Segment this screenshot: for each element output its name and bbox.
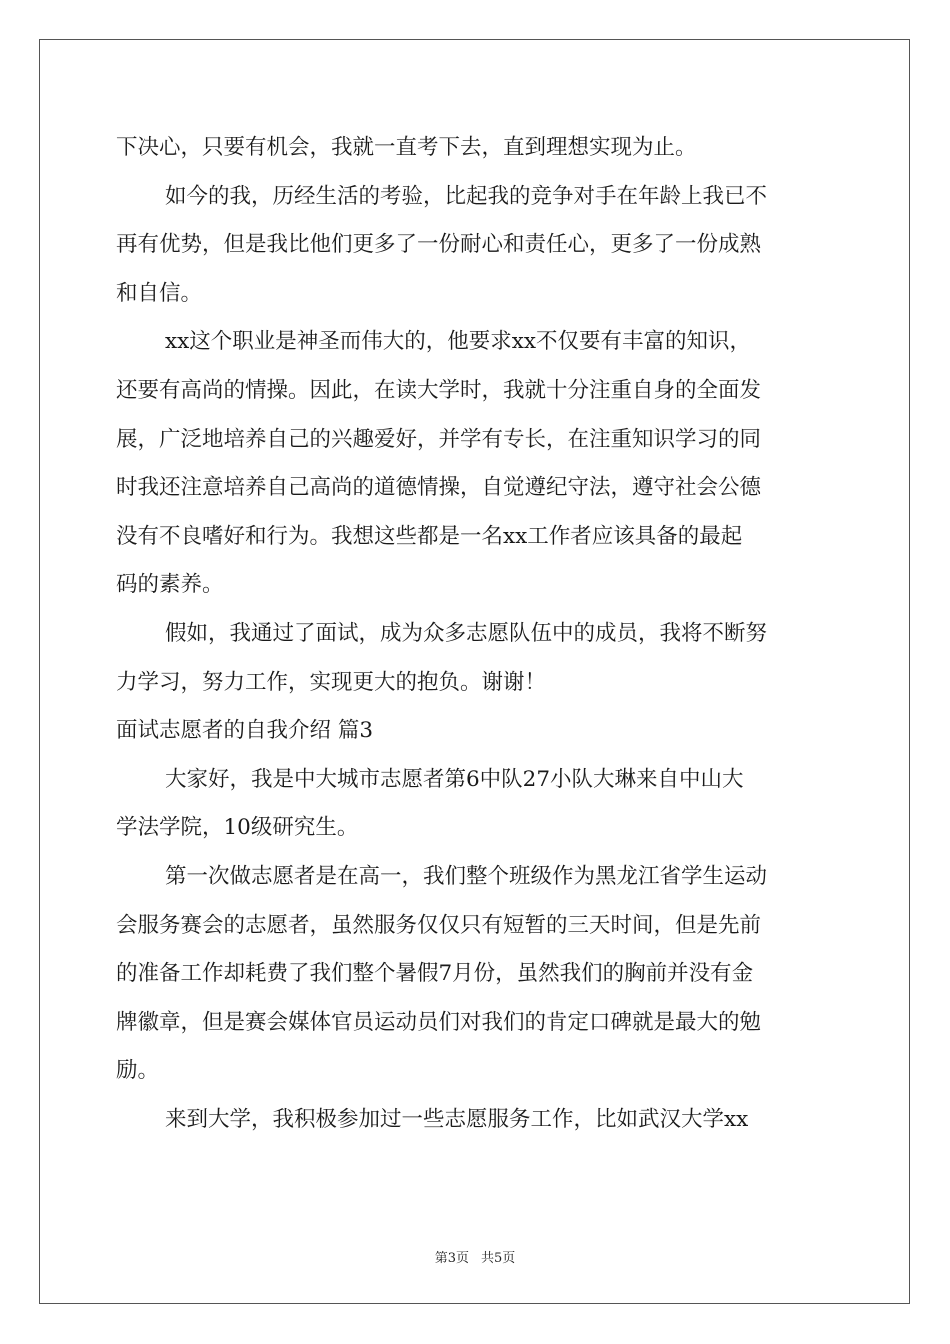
text-line: 还要有高尚的情操。因此，在读大学时，我就十分注重自身的全面发	[116, 377, 762, 403]
text-line: 没有不良嗜好和行为。我想这些都是一名xx工作者应该具备的最起	[116, 523, 743, 549]
text-line: 来到大学，我积极参加过一些志愿服务工作，比如武汉大学xx	[165, 1106, 749, 1132]
text-line: 下决心，只要有机会，我就一直考下去，直到理想实现为止。	[116, 135, 697, 160]
page-number-current: 第3页	[434, 1251, 469, 1266]
text-line: 假如，我通过了面试，成为众多志愿队伍中的成员，我将不断努	[165, 620, 768, 646]
text-line: 牌徽章，但是赛会媒体官员运动员们对我们的肯定口碑就是最大的勉	[116, 1009, 762, 1035]
text-line: 励。	[116, 1058, 160, 1084]
text-line: 的准备工作却耗费了我们整个暑假7月份，虽然我们的胸前并没有金	[116, 961, 754, 987]
text-line: 会服务赛会的志愿者，虽然服务仅仅只有短暂的三天时间，但是先前	[116, 912, 762, 938]
page-number-total: 共5页	[481, 1251, 516, 1266]
text-line: 码的素养。	[116, 572, 224, 598]
text-line: 和自信。	[116, 280, 203, 306]
page-footer	[0, 1247, 950, 1266]
text-line: 如今的我，历经生活的考验，比起我的竞争对手在年龄上我已不	[165, 183, 768, 209]
document-body	[116, 124, 836, 1144]
text-line: 力学习，努力工作，实现更大的抱负。谢谢！	[116, 669, 547, 695]
text-line: 时我还注意培养自己高尚的道德情操，自觉遵纪守法，遵守社会公德	[116, 475, 762, 501]
section-heading: 面试志愿者的自我介绍 篇3	[116, 718, 374, 744]
text-line: 大家好，我是中大城市志愿者第6中队27小队大琳来自中山大	[165, 766, 744, 792]
text-line: xx这个职业是神圣而伟大的，他要求xx不仅要有丰富的知识，	[165, 329, 752, 355]
text-line: 展，广泛地培养自己的兴趣爱好，并学有专长，在注重知识学习的同	[116, 426, 762, 452]
text-line: 学法学院，10级研究生。	[116, 815, 359, 841]
text-line: 第一次做志愿者是在高一，我们整个班级作为黑龙江省学生运动	[165, 863, 768, 889]
text-line: 再有优势，但是我比他们更多了一份耐心和责任心，更多了一份成熟	[116, 232, 762, 258]
